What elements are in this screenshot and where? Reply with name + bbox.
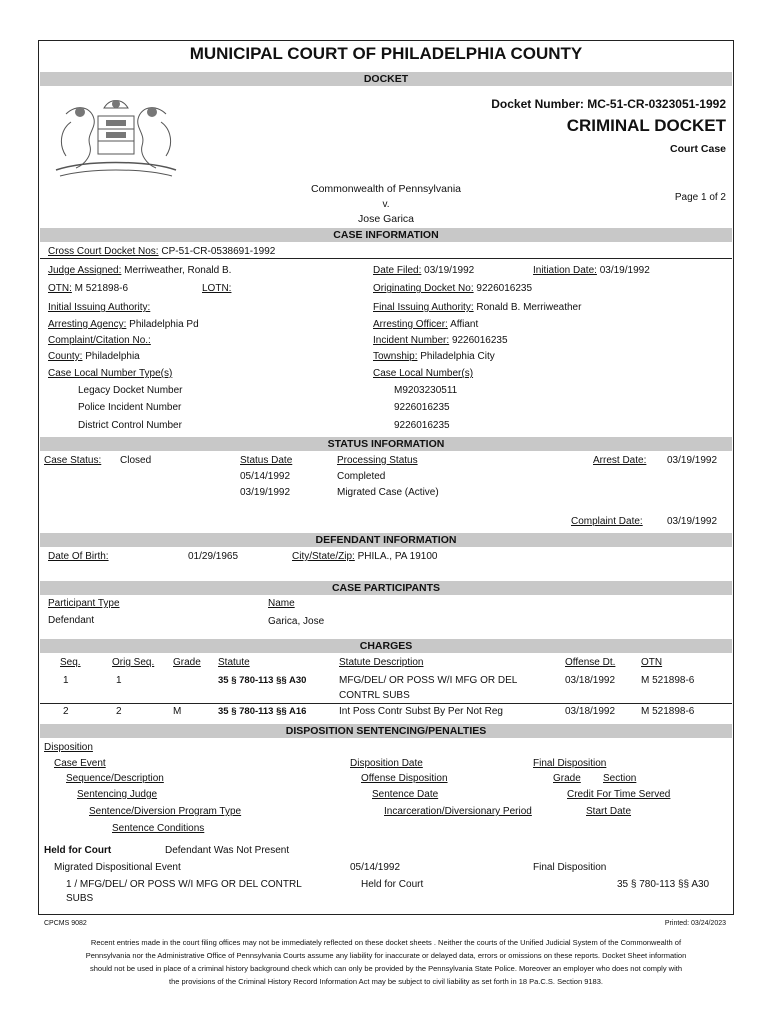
participant-name-label: Name <box>268 598 295 609</box>
charge-disposition: Held for Court <box>361 879 424 890</box>
charge-seq: 2 <box>63 706 69 717</box>
status-info-bar: STATUS INFORMATION <box>40 437 732 451</box>
charge-grade: M <box>173 706 182 717</box>
page-number: Page 1 of 2 <box>674 192 726 203</box>
arresting-officer-value: Affiant <box>450 319 479 330</box>
charge-line2: SUBS <box>66 893 94 904</box>
initial-authority-label: Initial Issuing Authority: <box>48 302 151 313</box>
charge-orig-seq: 1 <box>116 675 122 686</box>
county-row <box>48 351 140 362</box>
defendant-info-bar: DEFENDANT INFORMATION <box>40 533 732 547</box>
docket-number: Docket Number: MC-51-CR-0323051-1992 <box>491 97 726 111</box>
charges-header-otn: OTN <box>641 657 663 668</box>
township-row <box>373 351 495 362</box>
complaint-date-value: 03/19/1992 <box>667 516 718 527</box>
legal-notice: Recent entries made in the court filing offices may not be immediately reflected on these docket sheets . Neither the courts of the Unified Judicial System of the Commonwealth of Pennsylvania nor the Administrative Office of Pennsylvania Courts assume any liability for inaccurate or delayed data, errors or omissions on these reports. Docket Sheet information should not be used in place of a criminal history background check which can only be provided by the Pennsylvania State Police. Moreover an employer who does not comply with the provisions of the Criminal History Record Information Act may be subject to civil liability as set forth in 18 Pa.C.S. Section 9183. <box>85 938 687 986</box>
docket-type: CRIMINAL DOCKET <box>566 116 726 135</box>
disposition-bar: DISPOSITION SENTENCING/PENALTIES <box>40 724 732 738</box>
judge-row <box>48 265 231 276</box>
city-label: City/State/Zip: <box>292 551 355 562</box>
cross-court-value: CP-51-CR-0538691-1992 <box>161 246 276 257</box>
processing-status-label: Processing Status <box>337 455 418 466</box>
processing-status: Migrated Case (Active) <box>337 487 439 498</box>
printed-date: Printed: 03/24/2023 <box>664 920 726 927</box>
charges-header-seq: Seq. <box>60 657 81 668</box>
charges-header-desc: Statute Description <box>339 657 424 668</box>
local-number: 9226016235 <box>394 402 450 413</box>
pennsylvania-seal-icon <box>46 94 186 180</box>
local-number: M9203230511 <box>394 385 458 396</box>
charge-statute: 35 § 780-113 §§ A30 <box>218 675 307 686</box>
orig-docket-value: 9226016235 <box>476 283 533 294</box>
processing-status: Completed <box>337 471 386 482</box>
sentencing-judge-label: Sentencing Judge <box>77 789 158 800</box>
local-type: Legacy Docket Number <box>78 385 183 396</box>
city-value: PHILA., PA 19100 <box>357 551 438 562</box>
disposition-date-label: Disposition Date <box>350 758 423 769</box>
incident-row <box>373 335 508 346</box>
status-date-label: Status Date <box>240 455 293 466</box>
local-type: Police Incident Number <box>78 402 182 413</box>
event-date: 05/14/1992 <box>350 862 401 873</box>
incarceration-label: Incarceration/Diversionary Period <box>384 806 532 817</box>
sentence-date-label: Sentence Date <box>372 789 439 800</box>
charge-desc-line1: Int Poss Contr Subst By Per Not Reg <box>339 706 503 717</box>
local-numbers-label: Case Local Number(s) <box>373 368 474 379</box>
charges-header-grade: Grade <box>173 657 201 668</box>
judge-value: Merriweather, Ronald B. <box>124 265 232 276</box>
charge-otn: M 521898-6 <box>641 675 695 686</box>
form-id: CPCMS 9082 <box>44 920 87 927</box>
orig-docket-label: Originating Docket No: <box>373 283 474 294</box>
section-label: Section <box>603 773 637 784</box>
dob-label: Date Of Birth: <box>48 551 109 562</box>
date-filed-row <box>373 265 474 276</box>
lotn-label: LOTN: <box>202 283 232 294</box>
status-date: 03/19/1992 <box>240 487 291 498</box>
charges-header-orig-seq: Orig Seq. <box>112 657 155 668</box>
local-type: District Control Number <box>78 420 182 431</box>
charges-header-statute: Statute <box>218 657 250 668</box>
charge-seq: 1 <box>63 675 69 686</box>
incident-value: 9226016235 <box>451 335 508 346</box>
incident-label: Incident Number: <box>373 335 450 346</box>
held-value: Defendant Was Not Present <box>165 845 290 856</box>
held-label: Held for Court <box>44 845 112 856</box>
initiation-row <box>533 265 650 276</box>
arresting-officer-label: Arresting Officer: <box>373 319 448 330</box>
event-name: Migrated Dispositional Event <box>54 862 181 873</box>
participants-bar: CASE PARTICIPANTS <box>40 581 732 595</box>
arresting-agency-value: Philadelphia Pd <box>129 319 199 330</box>
arresting-agency-row <box>48 319 199 330</box>
divider <box>40 703 732 704</box>
county-value: Philadelphia <box>85 351 140 362</box>
divider <box>40 258 732 259</box>
city-row <box>292 551 437 562</box>
final-authority-label: Final Issuing Authority: <box>373 302 474 313</box>
judge-label: Judge Assigned: <box>48 265 122 276</box>
case-status-label: Case Status: <box>44 455 102 466</box>
local-types-label: Case Local Number Type(s) <box>48 368 173 379</box>
sequence-desc-label: Sequence/Description <box>66 773 164 784</box>
participant-type-label: Participant Type <box>48 598 120 609</box>
local-number: 9226016235 <box>394 420 450 431</box>
charge-orig-seq: 2 <box>116 706 122 717</box>
charge-line1: 1 / MFG/DEL/ OR POSS W/I MFG OR DEL CONTRL <box>66 879 302 890</box>
final-disposition-label: Final Disposition <box>533 758 607 769</box>
arresting-officer-row <box>373 319 478 330</box>
start-date-label: Start Date <box>586 806 632 817</box>
status-date: 05/14/1992 <box>240 471 291 482</box>
charge-otn: M 521898-6 <box>641 706 695 717</box>
charge-desc-line2: CONTRL SUBS <box>339 690 410 701</box>
case-event-label: Case Event <box>54 758 106 769</box>
initiation-label: Initiation Date: <box>533 265 597 276</box>
complaint-label: Complaint/Citation No.: <box>48 335 151 346</box>
participant-type: Defendant <box>48 615 95 626</box>
dob-value: 01/29/1965 <box>188 551 239 562</box>
orig-docket-row <box>373 283 532 294</box>
sentence-conditions-label: Sentence Conditions <box>112 823 205 834</box>
complaint-date-label: Complaint Date: <box>571 516 643 527</box>
offense-disposition-label: Offense Disposition <box>361 773 448 784</box>
arrest-date-label: Arrest Date: <box>593 455 647 466</box>
case-kind: Court Case <box>669 143 726 155</box>
charge-offense-dt: 03/18/1992 <box>565 675 616 686</box>
township-label: Township: <box>373 351 418 362</box>
charge-section: 35 § 780-113 §§ A30 <box>617 879 710 890</box>
final-authority-value: Ronald B. Merriweather <box>476 302 582 313</box>
charge-desc-line1: MFG/DEL/ OR POSS W/I MFG OR DEL <box>339 675 518 686</box>
caption-line3: Jose Garica <box>357 213 415 225</box>
sentence-type-label: Sentence/Diversion Program Type <box>89 806 242 817</box>
otn-value: M 521898-6 <box>74 283 129 294</box>
township-value: Philadelphia City <box>420 351 495 362</box>
credit-label: Credit For Time Served <box>567 789 671 800</box>
cross-court-row <box>48 246 275 257</box>
initiation-value: 03/19/1992 <box>599 265 650 276</box>
caption-line2: v. <box>382 199 390 210</box>
otn-label: OTN: <box>48 283 72 294</box>
case-info-bar: CASE INFORMATION <box>40 228 732 242</box>
arrest-date-value: 03/19/1992 <box>667 455 718 466</box>
participant-name: Garica, Jose <box>268 616 325 627</box>
otn-row <box>48 283 128 294</box>
event-final: Final Disposition <box>533 862 607 873</box>
docket-bar: DOCKET <box>40 72 732 86</box>
charge-statute: 35 § 780-113 §§ A16 <box>218 706 307 717</box>
final-authority-row <box>373 302 581 313</box>
county-label: County: <box>48 351 83 362</box>
charge-offense-dt: 03/18/1992 <box>565 706 616 717</box>
disposition-label: Disposition <box>44 742 93 753</box>
date-filed-value: 03/19/1992 <box>424 265 475 276</box>
court-title: MUNICIPAL COURT OF PHILADELPHIA COUNTY <box>189 44 583 63</box>
arresting-agency-label: Arresting Agency: <box>48 319 127 330</box>
charges-bar: CHARGES <box>40 639 732 653</box>
caption-line1: Commonwealth of Pennsylvania <box>311 183 461 195</box>
grade-label: Grade <box>553 773 581 784</box>
date-filed-label: Date Filed: <box>373 265 422 276</box>
cross-court-label: Cross Court Docket Nos: <box>48 246 159 257</box>
charges-header-offense-dt: Offense Dt. <box>565 657 616 668</box>
case-status-value: Closed <box>120 455 152 466</box>
